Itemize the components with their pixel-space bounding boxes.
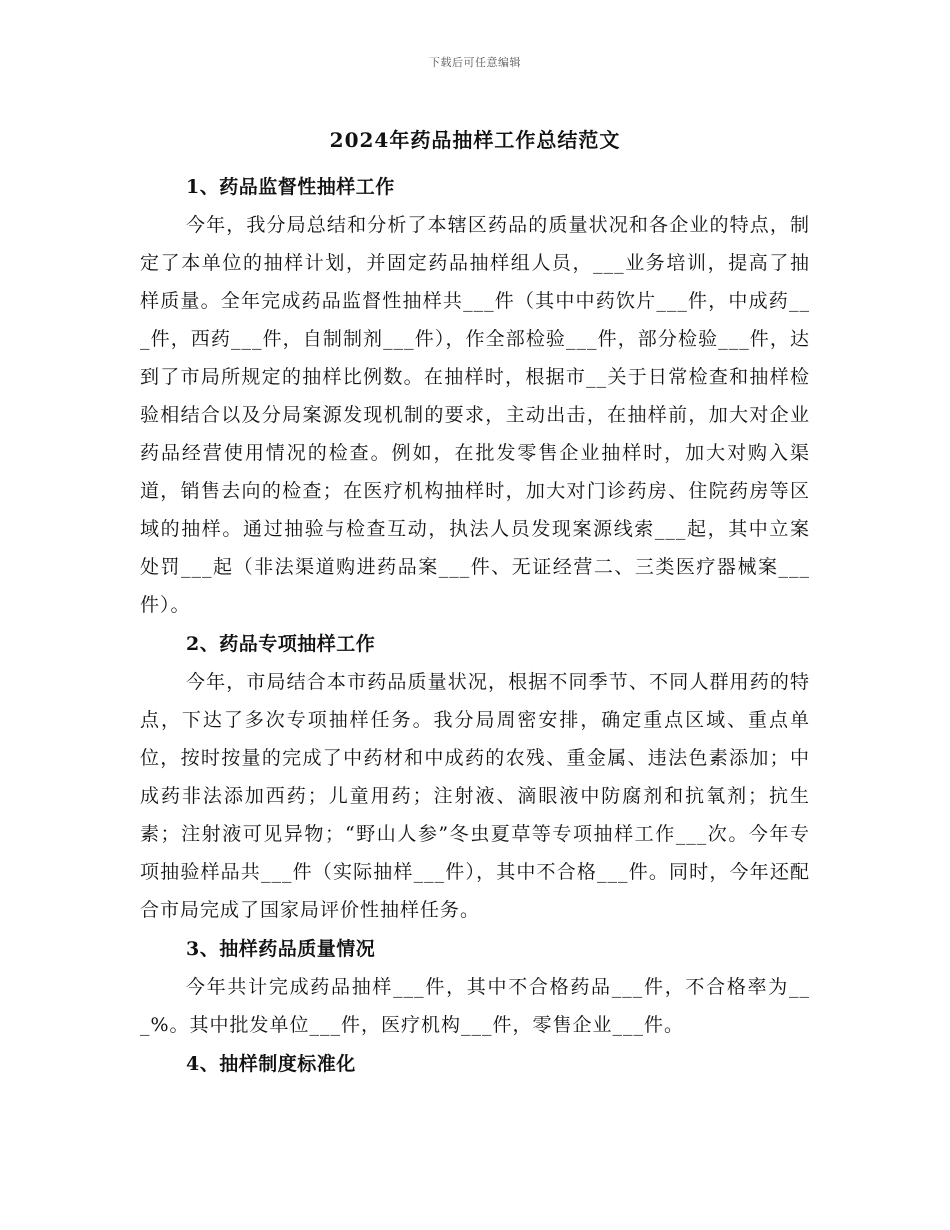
document-body <box>140 168 810 1083</box>
header-note: 下载后可任意编辑 <box>429 56 521 69</box>
section-paragraph-2: 今年，市局结合本市药品质量状况，根据不同季节、不同人群用药的特点，下达了多次专项抽样任务。我分局周密安排，确定重点区域、重点单位，按时按量的完成了中药材和中成药的农残、重金属、违法色素添加；中成药非法添加西药；儿童用药；注射液、滴眼液中防腐剂和抗氧剂；抗生素；注射液可见异物；“野山人参”冬虫夏草等专项抽样工作___次。今年专项抽验样品共___件（实际抽样___件），其中不合格___件。同时，今年还配合市局完成了国家局评价性抽样任务。 <box>140 671 810 921</box>
document-title: 2024年药品抽样工作总结范文 <box>329 128 621 152</box>
section-heading-1: 1、药品监督性抽样工作 <box>186 176 395 198</box>
section-heading-3: 3、抽样药品质量情况 <box>186 938 376 960</box>
section-paragraph-3: 今年共计完成药品抽样___件，其中不合格药品___件，不合格率为___%。其中批发单位___件，医疗机构___件，零售企业___件。 <box>140 976 810 1036</box>
section-heading-4: 4、抽样制度标准化 <box>186 1053 356 1075</box>
section-paragraph-1: 今年，我分局总结和分析了本辖区药品的质量状况和各企业的特点，制定了本单位的抽样计划，并固定药品抽样组人员，___业务培训，提高了抽样质量。全年完成药品监督性抽样共___件（其中中药饮片___件，中成药___件，西药___件，自制制剂___件），作全部检验___件，部分检验___件，达到了市局所规定的抽样比例数。在抽样时，根据市__关于日常检查和抽样检验相结合以及分局案源发现机制的要求，主动出击，在抽样前，加大对企业药品经营使用情况的检查。例如，在批发零售企业抽样时，加大对购入渠道，销售去向的检查；在医疗机构抽样时，加大对门诊药房、住院药房等区域的抽样。通过抽验与检查互动，执法人员发现案源线索___起，其中立案处罚___起（非法渠道购进药品案___件、无证经营二、三类医疗器械案___件）。 <box>140 214 810 616</box>
section-heading-2: 2、药品专项抽样工作 <box>186 633 376 655</box>
